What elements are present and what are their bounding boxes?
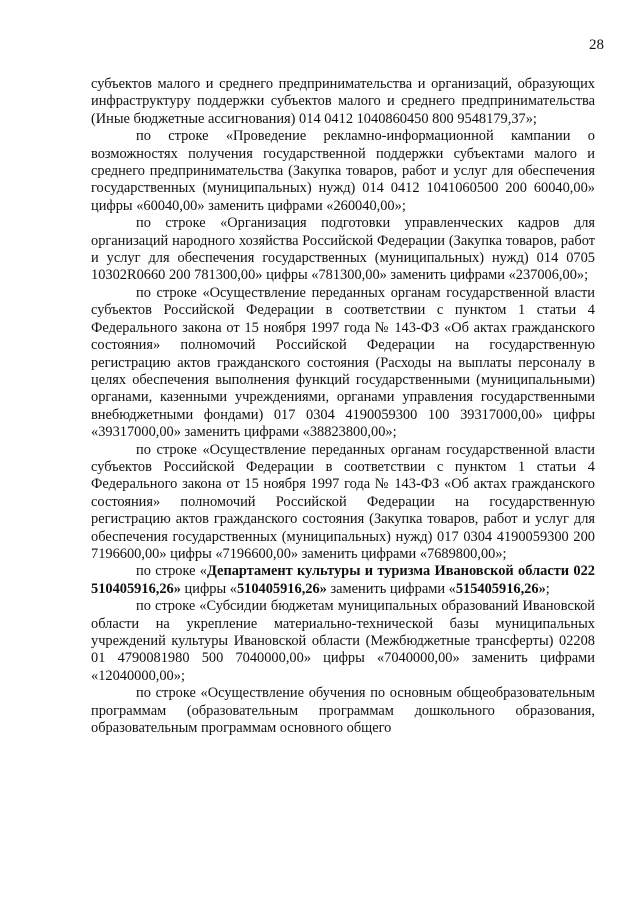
paragraph-6-text-2: цифры «	[180, 580, 237, 597]
paragraph-6-text-3: заменить цифрами «	[326, 580, 456, 597]
paragraph-6-bold-new-value: 515405916,26»	[455, 580, 546, 597]
paragraph-6-bold-old-value: 510405916,26»	[236, 580, 327, 597]
paragraph-6-bold-department: Департамент культуры и туризма Ивановской области 022 510405916,26»	[91, 563, 595, 597]
paragraph-3: по строке «Организация подготовки управленческих кадров для организаций народного хозяйства Российской Федерации (Закупка товаров, работ и услуг для обеспечения государственных (муниципальных) нужд) 014 0705 10302R0660 200 781300,00» цифры «781300,00» заменить цифрами «237006,00»;	[91, 215, 595, 284]
paragraph-6	[91, 563, 595, 598]
paragraph-6-text-1: по строке «	[136, 563, 207, 580]
paragraph-7: по строке «Субсидии бюджетам муниципальных образований Ивановской области на укрепление материально-технической базы муниципальных учреждений культуры Ивановской области (Межбюджетные трансферты) 02208 01 4790081980 500 7040000,00» цифры «7040000,00» заменить цифрами «12040000,00»;	[91, 598, 595, 684]
document-body	[91, 76, 595, 737]
paragraph-2: по строке «Проведение рекламно-информационной кампании о возможностях получения государственной поддержки субъектами малого и среднего предпринимательства (Закупка товаров, работ и услуг для обеспечения государственных (муниципальных) нужд) 014 0412 1041060500 200 60040,00» цифры «60040,00» заменить цифрами «260040,00»;	[91, 128, 595, 214]
paragraph-4: по строке «Осуществление переданных органам государственной власти субъектов Российской Федерации в соответствии с пунктом 1 статьи 4 Федерального закона от 15 ноября 1997 года № 143-ФЗ «Об актах гражданского состояния» полномочий Российской Федерации на государственную регистрацию актов гражданского состояния (Расходы на выплаты персоналу в целях обеспечения выполнения функций государственными (муниципальными) органами, казенными учреждениями, органами управления государственными внебюджетными фондами) 017 0304 4190059300 100 39317000,00» цифры «39317000,00» заменить цифрами «38823800,00»;	[91, 284, 595, 441]
paragraph-1: субъектов малого и среднего предпринимательства и организаций, образующих инфраструктуру поддержки субъектов малого и среднего предпринимательства (Иные бюджетные ассигнования) 014 0412 1040860450 800 9548179,37»;	[91, 76, 595, 127]
paragraph-5: по строке «Осуществление переданных органам государственной власти субъектов Российской Федерации в соответствии с пунктом 1 статьи 4 Федерального закона от 15 ноября 1997 года № 143-ФЗ «Об актах гражданского состояния» полномочий Российской Федерации на государственную регистрацию актов гражданского состояния (Закупка товаров, работ и услуг для обеспечения государственных (муниципальных) нужд) 017 0304 4190059300 200 7196600,00» цифры «7196600,00» заменить цифрами «7689800,00»;	[91, 441, 595, 562]
paragraph-6-text-4: ;	[545, 580, 550, 597]
page-number: 28	[589, 37, 604, 53]
paragraph-8: по строке «Осуществление обучения по основным общеобразовательным программам (образовательным программам дошкольного образования, образовательным программам основного общего	[91, 685, 595, 737]
